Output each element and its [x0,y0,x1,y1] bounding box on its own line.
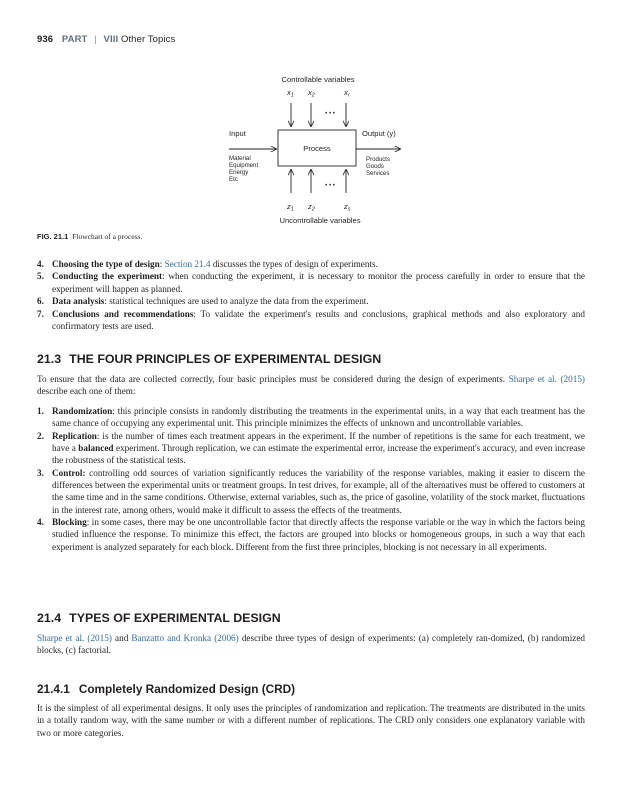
list-item: 2. Replication: is the number of times each treatment appears in the experiment. If the number of repetitions is the same for each treatment, we have a balanced experiment. Through replication, we can estimate the experimental error, increase the experiment's accuracy, and even increase the robustness of the statistical tests. [37,430,585,466]
input-item: Equipment [229,162,259,169]
part-title: Other Topics [120,34,176,45]
output-label: Output (y) [362,129,396,138]
figure-caption-text: Flowchart of a process. [72,232,143,241]
x2-label: x2 [308,88,315,99]
design-steps-list [37,258,585,332]
section-heading-21-4: 21.4 TYPES OF EXPERIMENTAL DESIGN [37,611,281,625]
z2-label: z2 [308,202,315,213]
list-item: 3. Control: controlling odd sources of variation significantly reduces the variability of the response variables, making it easier to discern the differences between the experimental units or treatment groups. In test drives, for example, all of the alternatives must be offered to customers at the same time and in the same conditions. Otherwise, external variables, such as, the price of gasoline, volatility of the stock market, fluctuations in the interest rate, among others, would make it difficult to assess the effects of the treatments. [37,467,585,515]
input-item: Material [229,155,251,162]
principles-list [37,405,585,553]
output-item: Services [366,170,390,177]
section-link[interactable]: Section 21.4 [164,259,211,269]
section-21-3-intro: To ensure that the data are collected correctly, four basic principles must be considered during the design of experiments. Sharpe et al. (2015) describe each one of them: [37,374,585,397]
list-item: 4. Blocking: in some cases, there may be one uncontrollable factor that directly affects the response variable or the way in which the factors being studied influence the response. To minimize this effect, the factors are grouped into blocks or homogeneous groups, in such a way that each experiment is analyzed separately for each block. Different from the first three principles, blocking is not necessary in all experiments. [37,517,585,552]
process-label: Process [303,144,331,153]
list-item: 1. Randomization: this principle consists in randomly distributing the treatments in the experimental units, in a way that each treatment has the same chance of occupying any experimental unit. This principle minimizes the effects of unknown and uncontrollable variables. [37,406,585,429]
figure-label: FIG. 21.1 [37,232,69,241]
list-item: 4. Choosing the type of design: Section 21.4 discusses the types of design of experiments. [37,259,378,269]
section-heading-21-3: 21.3 THE FOUR PRINCIPLES OF EXPERIMENTAL DESIGN [37,352,382,366]
input-label: Input [229,129,246,138]
x-ellipsis: • • • [325,111,335,117]
part-label: PART [61,34,88,45]
list-item: 7. Conclusions and recommendations: To validate the experiment's results and conclusions, graphical methods and also exploratory and confirmatory tests are used. [37,308,585,332]
uncontrollable-variables-label: Uncontrollable variables [279,216,361,225]
list-item: 6. Data analysis: statistical techniques are used to analyze the data from the experiment. [37,296,369,307]
xr-label: xr [344,88,350,99]
x1-label: x1 [287,88,294,99]
part-number: VIII [103,34,119,45]
header-separator: | [94,34,97,45]
output-item: Products [366,156,391,163]
page-number: 936 [37,34,54,45]
process-flowchart [0,0,625,240]
citation-link[interactable]: Banzatto and Kronka (2006) [131,633,239,643]
z-ellipsis: • • • [325,183,335,189]
citation-link[interactable]: Sharpe et al. (2015) [508,374,585,384]
controllable-variables-label: Controllable variables [281,75,355,84]
zs-label: zs [344,202,351,213]
section-21-4-1-paragraph: It is the simplest of all experimental designs. It only uses the principles of randomization and replication. The treatments are distributed in the units in a totally random way, with the same number or with a different number of replications. The CRD only considers one explanatory variable with two or more categories. [37,703,585,738]
section-21-4-paragraph: Sharpe et al. (2015) and Banzatto and Kronka (2006) describe three types of design of experiments: (a) completely ran-domized, (b) randomized blocks, (c) factorial. [37,633,585,656]
section-heading-21-4-1: 21.4.1 Completely Randomized Design (CRD) [37,682,296,696]
list-item: 5. Conducting the experiment: when conducting the experiment, it is necessary to monitor the process carefully in order to ensure that the experiment will happen as planned. [37,271,585,294]
input-item: Etc [229,176,238,183]
output-item: Goods [366,163,384,170]
z1-label: z1 [287,202,294,213]
input-item: Energy [229,169,249,176]
figure-caption [37,232,142,241]
citation-link[interactable]: Sharpe et al. (2015) [37,633,112,643]
